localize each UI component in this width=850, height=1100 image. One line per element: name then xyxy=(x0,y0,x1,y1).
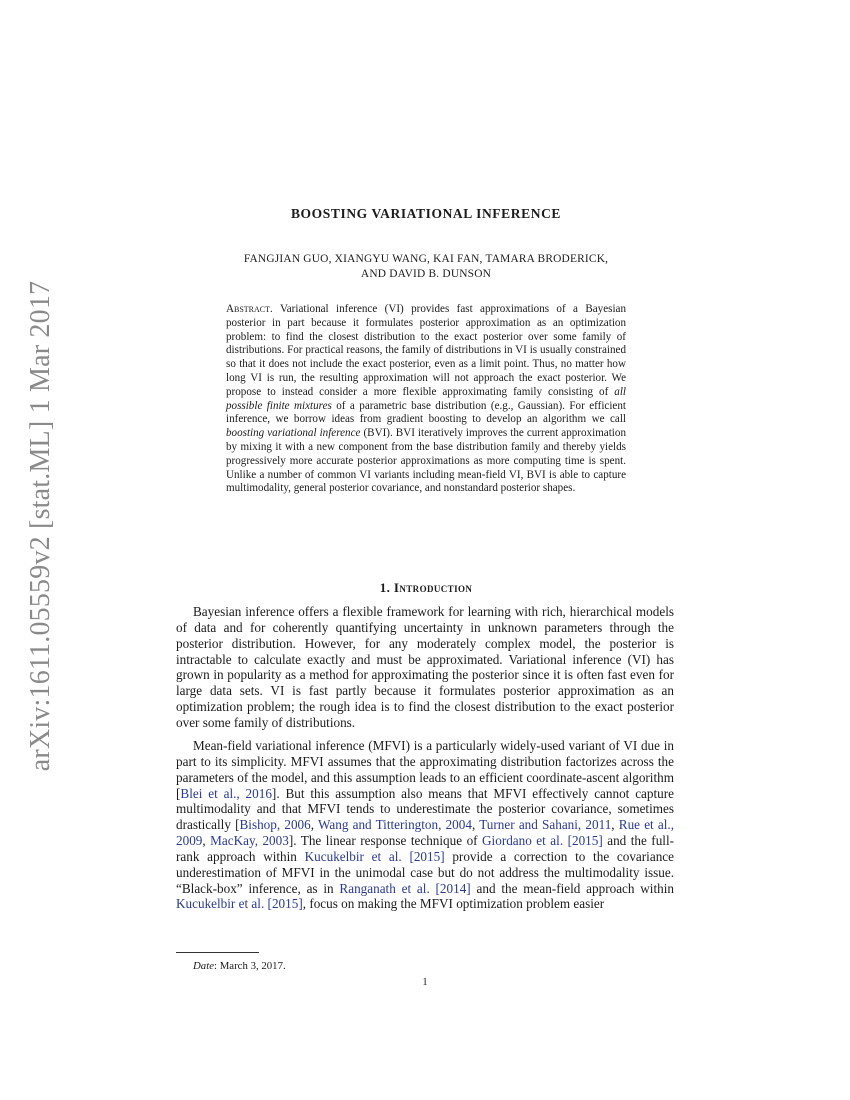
abstract-text-1: Variational inference (VI) provides fast approximations of a Bayesian posterior in part because it formulates posterior approximation as an optimization problem: to find the closest distribution to the exact posterior over some family of distributions. For practical reasons, the family of distributions in VI is usually constrained so that it does not include the exact posterior, even as a limit point. Thus, no matter how long VI is run, the resulting approximation will not approach the exact posterior. We propose to instead consider a more flexible approximating family consisting of xyxy=(226,303,626,398)
citation-link[interactable]: Rue et al., 2009 xyxy=(176,817,675,849)
citation-link[interactable]: Giordano et al. [2015] xyxy=(482,833,603,849)
paragraph-text: provide a correction to the covariance underestimation of MFVI in the unimodal case but do not address the multimodality issue. “Black-box” inference, as in xyxy=(176,848,674,896)
citation-link[interactable]: Wang and Titterington, 2004 xyxy=(317,817,472,833)
paragraph-text: , xyxy=(611,817,619,833)
abstract-label: Abstract. xyxy=(226,303,273,315)
author-list xyxy=(176,252,676,282)
paragraph-text: Mean-field variational inference (MFVI) is a particularly widely-used variant of VI due in part to its simplicity. MFVI assumes that the approximating distribution factorizes across the parameters of the model, and this assumption leads to an efficient coordinate-ascent algorithm [ xyxy=(176,738,674,801)
citation-link[interactable]: MacKay, 2003 xyxy=(210,833,289,849)
paragraph-text: and the mean-field approach within xyxy=(470,880,674,896)
author-line-1: FANGJIAN GUO, XIANGYU WANG, KAI FAN, TAMARA BRODERICK, xyxy=(243,253,609,265)
abstract-emphasis-2: boosting variational inference xyxy=(226,427,361,440)
citation-link[interactable]: Bishop, 2006 xyxy=(239,817,311,833)
abstract xyxy=(226,303,626,496)
paragraph-text: , xyxy=(202,833,211,849)
footnote-label: Date xyxy=(193,960,214,972)
abstract-text-2: of a parametric base distribution (e.g., Gaussian). For efficient inference, we borrow ideas from gradient boosting to develop an algorithm we call xyxy=(226,399,626,426)
footnote-divider xyxy=(176,952,259,953)
citation-link[interactable]: Kucukelbir et al. [2015] xyxy=(304,848,445,864)
intro-paragraph-2 xyxy=(176,738,674,912)
citation-link[interactable]: Kucukelbir et al. [2015] xyxy=(176,896,303,912)
paragraph-text: ]. The linear response technique of xyxy=(288,833,483,849)
paragraph-text: ]. But this assumption also means that MFVI effectively cannot capture multimodality and that MFVI tends to underestimate the posterior covariance, sometimes drastically [ xyxy=(176,785,674,833)
footnote-date xyxy=(193,960,286,972)
abstract-text-3: (BVI). BVI iteratively improves the current approximation by mixing it with a new component from the base distribution family and thereby yields progressively more accurate posterior approximations as more computing time is spent. Unlike a number of common VI variants including mean-field VI, BVI is able to capture multimodality, general posterior covariance, and nonstandard posterior shapes. xyxy=(226,427,626,495)
citation-link[interactable]: Blei et al., 2016 xyxy=(180,785,272,801)
paragraph-text: , xyxy=(310,817,318,833)
paragraph-text: , focus on making the MFVI optimization problem easier xyxy=(302,896,605,912)
section-heading-introduction: 1. Introduction xyxy=(379,580,473,595)
paragraph-text: and the full-rank approach within xyxy=(176,833,675,864)
abstract-emphasis-1: all possible finite mixtures xyxy=(226,385,626,412)
paragraph-text: , xyxy=(471,817,480,833)
citation-link[interactable]: Ranganath et al. [2014] xyxy=(339,880,471,896)
page-number: 1 xyxy=(422,977,428,988)
intro-paragraph-1: Bayesian inference offers a flexible framework for learning with rich, hierarchical models of data and for coherently quantifying uncertainty in unknown parameters through the posterior distribution. However, for any moderately complex model, the posterior is intractable to calculate exactly and must be approximated. Variational inference (VI) has grown in popularity as a method for approximating the posterior since it is often fast even for large data sets. VI is fast partly because it formulates posterior approximation as an optimization problem; the rough idea is to find the closest distribution to the exact posterior over some family of distributions. xyxy=(176,604,674,730)
author-line-2: AND DAVID B. DUNSON xyxy=(360,268,492,280)
footnote-text: : March 3, 2017. xyxy=(214,960,286,972)
paper-title: BOOSTING VARIATIONAL INFERENCE xyxy=(290,206,562,221)
arxiv-identifier-stamp: arXiv:1611.05559v2 [stat.ML] 1 Mar 2017 xyxy=(25,280,56,772)
citation-link[interactable]: Turner and Sahani, 2011 xyxy=(479,817,612,833)
